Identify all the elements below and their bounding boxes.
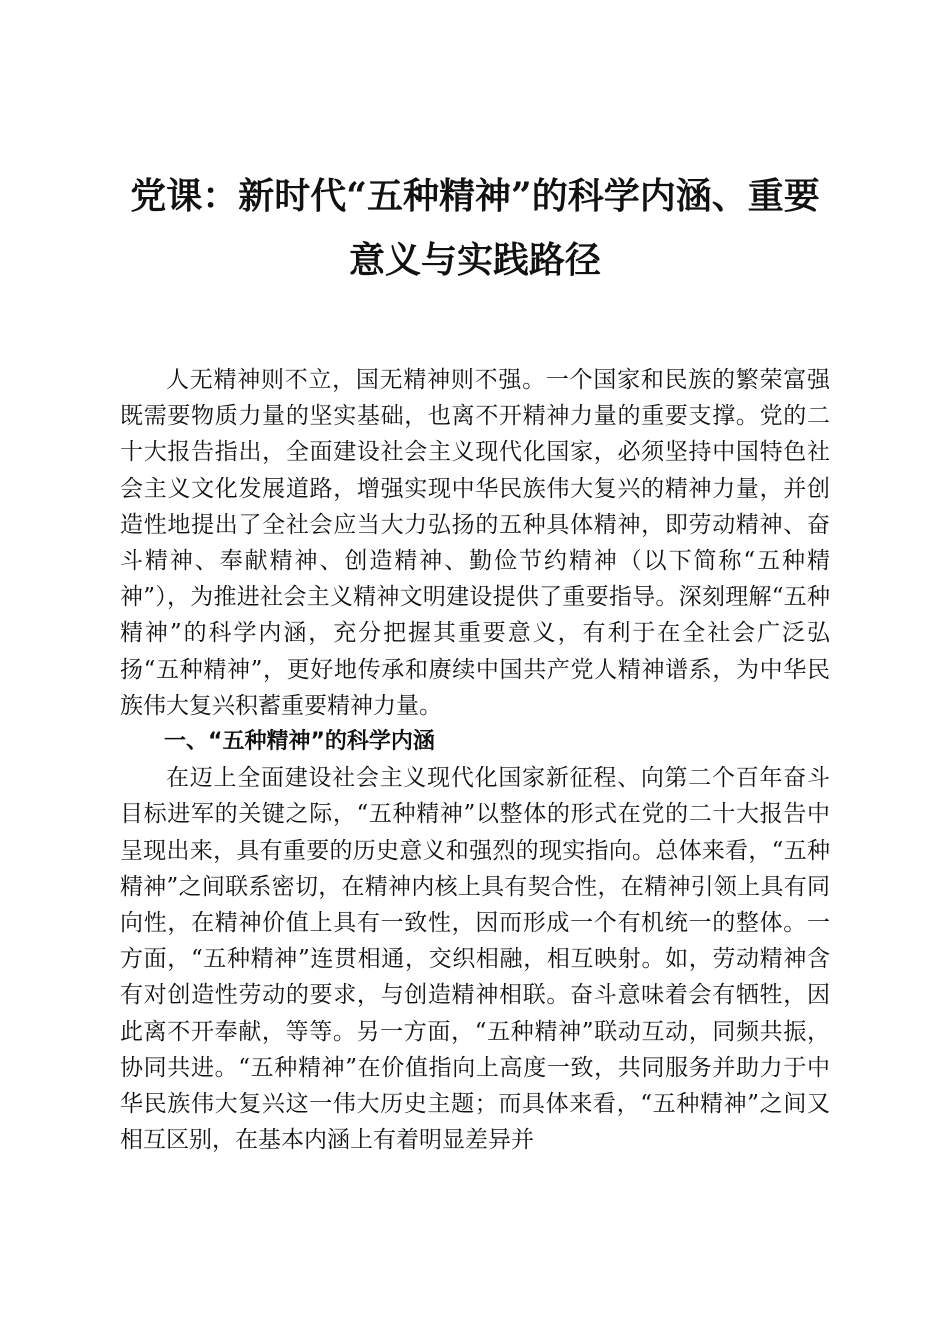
document-title-line-1: 党课：新时代“五种精神”的科学内涵、重要 bbox=[130, 175, 820, 217]
document-title-line-2: 意义与实践路径 bbox=[348, 239, 601, 281]
body-paragraph-intro: 人无精神则不立，国无精神则不强。一个国家和民族的繁荣富强既需要物质力量的坚实基础，也离不开精神力量的重要支撑。党的二十大报告指出，全面建设社会主义现代化国家，必须坚持中国特色社会主义文化发展道路，增强实现中华民族伟大复兴的精神力量，并创造性地提出了全社会应当大力弘扬的五种具体精神，即劳动精神、奋斗精神、奉献精神、创造精神、勤俭节约精神（以下简称“五种精神”），为推进社会主义精神文明建设提供了重要指导。深刻理解“五种精神”的科学内涵，充分把握其重要意义，有利于在全社会广泛弘扬“五种精神”，更好地传承和赓续中国共产党人精神谱系，为中华民族伟大复兴积蓄重要精神力量。 bbox=[120, 367, 830, 719]
document-body bbox=[120, 362, 830, 1158]
section-heading-1: 一、“五种精神”的科学内涵 bbox=[164, 729, 435, 755]
body-paragraph-section-1: 在迈上全面建设社会主义现代化国家新征程、向第二个百年奋斗目标进军的关键之际，“五种精神”以整体的形式在党的二十大报告中呈现出来，具有重要的历史意义和强烈的现实指向。总体来看，“五种精神”之间联系密切，在精神内核上具有契合性，在精神引领上具有同向性，在精神价值上具有一致性，因而形成一个有机统一的整体。一方面，“五种精神”连贯相通，交织相融，相互映射。如，劳动精神含有对创造性劳动的要求，与创造精神相联。奋斗意味着会有牺牲，因此离不开奉献，等等。另一方面，“五种精神”联动互动，同频共振，协同共进。“五种精神”在价值指向上高度一致，共同服务并助力于中华民族伟大复兴这一伟大历史主题；而具体来看，“五种精神”之间又相互区别，在基本内涵上有着明显差异并 bbox=[120, 765, 830, 1154]
